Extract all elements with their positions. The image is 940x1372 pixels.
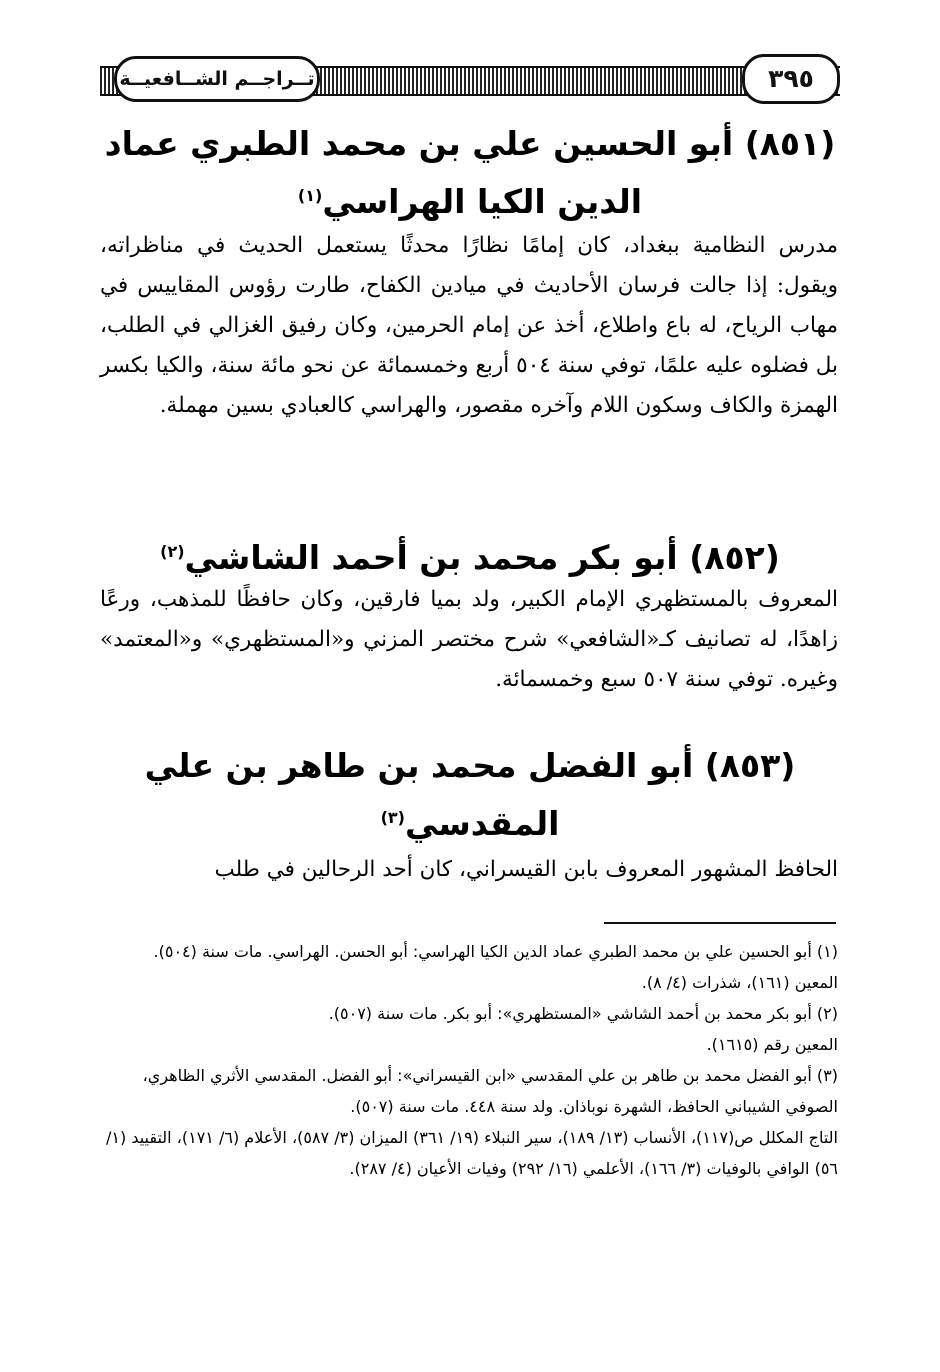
- footnote: (٣) أبو الفضل محمد بن طاهر بن علي المقدسي «ابن القيسراني»: أبو الفضل. المقدسي الأثري الظاهري، الصوفي الشيباني الحافظ، الشهرة نوباذان. ولد سنة ٤٤٨. مات سنة (٥٠٧).: [142, 1066, 838, 1116]
- footnote: (٢) أبو بكر محمد بن أحمد الشاشي «المستظهري»: أبو بكر. مات سنة (٥٠٧).: [328, 1004, 838, 1023]
- footnote: التاج المكلل ص(١١٧)، الأنساب (١٣/ ١٨٩)، سير النبلاء (١٩/ ٣٦١) الميزان (٣/ ٥٨٧)، الأعلام (٦/ ١٧١)، التقييد (١/ ٥٦) الوافي بالوفيات (٣/ ١٦٦)، الأعلمي (١٦/ ٢٩٢) وفيات الأعيان (٤/ ٢٨٧).: [106, 1128, 838, 1178]
- footnotes-list: [96, 936, 838, 1184]
- entry-title-851: (٨٥١) أبو الحسين علي بن محمد الطبري عماد الدين الكيا الهراسي$^{(١)}$: [104, 124, 836, 221]
- page-number: ٣٩٥: [742, 54, 840, 104]
- entry-text-852: المعروف بالمستظهري الإمام الكبير، ولد بميا فارقين، وكان حافظًا للمذهب، ورعًا زاهدًا، له تصانيف كـ«الشافعي» شرح مختصر المزني و«المستظهري» و«المعتمد» وغيره. توفي سنة ٥٠٧ سبع وخمسمائة.: [100, 587, 838, 692]
- footnote-ref-3: (٣): [380, 808, 405, 827]
- entry-text-851: مدرس النظامية ببغداد، كان إمامًا نظارًا محدثًا يستعمل الحديث في مناظراته، ويقول: إذا جالت فرسان الأحاديث في ميادين الكفاح، طارت رؤوس المقاييس في مهاب الرياح، له باع واطلاع، أخذ عن إمام الحرمين، وكان رفيق الغزالي في الطلب، بل فضلوه عليه علمًا، توفي سنة ٥٠٤ أربع وخمسمائة عن نحو مائة سنة، والكيا بكسر الهمزة والكاف وسكون اللام وآخره مقصور، والهراسي كالعبادي بسين مهملة.: [100, 233, 839, 418]
- footnote-ref-2: (٢): [160, 542, 185, 561]
- footnote-ref-1: (١): [297, 186, 323, 205]
- footnote-divider: [604, 922, 836, 924]
- entry-text-853: الحافظ المشهور المعروف بابن القيسراني، كان أحد الرحالين في طلب: [214, 857, 838, 882]
- running-title: تــراجــم الشــافعيــة: [114, 56, 320, 102]
- footnote: (١) أبو الحسين علي بن محمد الطبري عماد الدين الكيا الهراسي: أبو الحسن. الهراسي. مات سنة (٥٠٤).: [153, 942, 838, 961]
- entry-title-852: (٨٥٢) أبو بكر محمد بن أحمد الشاشي$^{(٢)}$: [160, 538, 780, 577]
- footnote: المعين رقم (١٦١٥).: [706, 1035, 838, 1054]
- page-header: [100, 62, 840, 98]
- entry-title-853: (٨٥٣) أبو الفضل محمد بن طاهر بن علي المقدسي$^{(٣)}$: [144, 746, 796, 843]
- footnote: المعين (١٦١)، شذرات (٤/ ٨).: [641, 973, 838, 992]
